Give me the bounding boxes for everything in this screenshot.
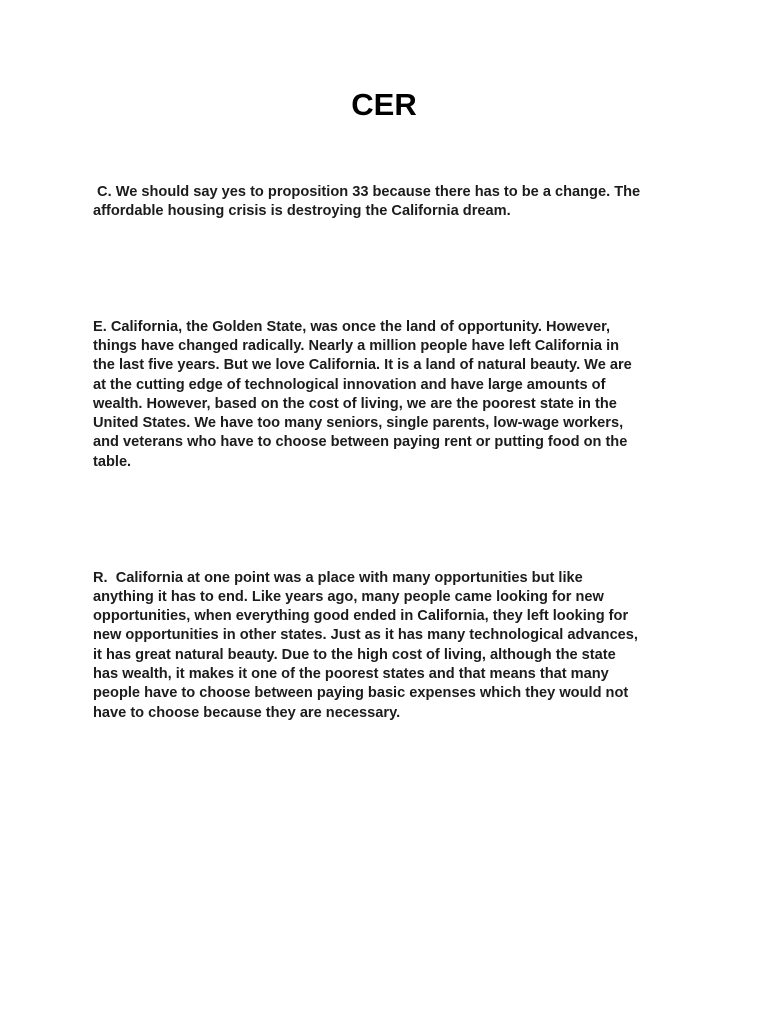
paragraph-line: opportunities, when everything good ended in California, they left looking for — [93, 608, 629, 625]
document-body — [93, 144, 678, 781]
document-title: CER — [351, 87, 417, 122]
paragraph-line: new opportunities in other states. Just as it has many technological advances, — [93, 627, 638, 644]
paragraph-line: affordable housing crisis is destroying the California dream. — [93, 202, 511, 219]
paragraph-line: at the cutting edge of technological innovation and have large amounts of — [93, 376, 606, 393]
paragraph-line: things have changed radically. Nearly a million people have left California in — [93, 337, 620, 354]
paragraph-line: has wealth, it makes it one of the poorest states and that means that many — [93, 666, 609, 683]
reasoning-paragraph — [93, 530, 678, 762]
paragraph-line: and veterans who have to choose between paying rent or putting food on the — [93, 434, 628, 451]
paragraph-line: wealth. However, based on the cost of living, we are the poorest state in the — [93, 395, 617, 412]
paragraph-line: it has great natural beauty. Due to the high cost of living, although the state — [93, 646, 616, 663]
paragraph-line: C. We should say yes to proposition 33 because there has to be a change. The — [93, 183, 641, 200]
paragraph-line: United States. We have too many seniors, single parents, low-wage workers, — [93, 415, 624, 432]
paragraph-line: anything it has to end. Like years ago, many people came looking for new — [93, 588, 604, 605]
paragraph-line: table. — [93, 453, 132, 470]
paragraph-line: R. California at one point was a place with many opportunities but like — [93, 569, 583, 586]
paragraph-line: E. California, the Golden State, was once the land of opportunity. However, — [93, 318, 611, 335]
evidence-paragraph — [93, 279, 678, 511]
paragraph-line: people have to choose between paying basic expenses which they would not — [93, 685, 629, 702]
paragraph-line: have to choose because they are necessary. — [93, 704, 401, 721]
claim-paragraph — [93, 144, 678, 260]
paragraph-line: the last five years. But we love California. It is a land of natural beauty. We are — [93, 357, 632, 374]
